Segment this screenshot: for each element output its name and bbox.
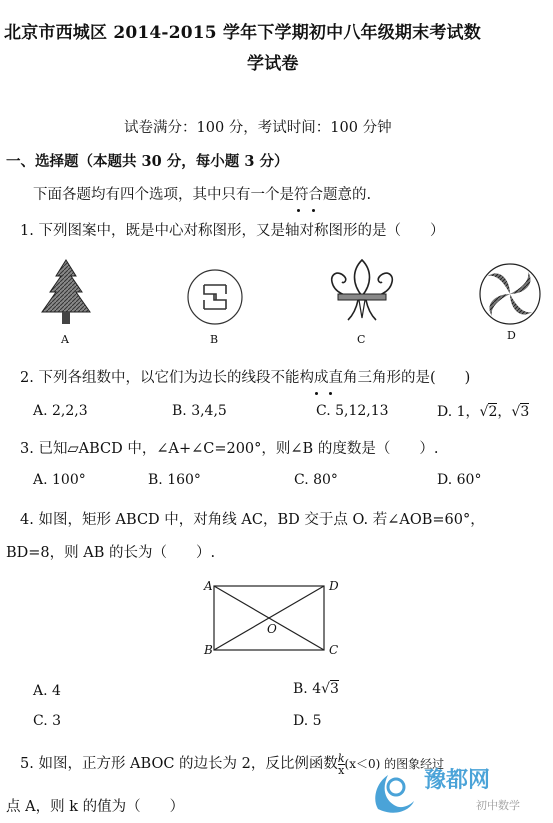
- vertex-label-d: D: [329, 579, 339, 593]
- center-label-o: O: [267, 622, 277, 636]
- function-fraction: [338, 753, 345, 776]
- radical-sign: √: [321, 681, 331, 697]
- section-intro: 下面各题均有四个选项，其中只有一个是符合题意的.: [33, 187, 372, 203]
- page-title-line2: 学试卷: [247, 54, 299, 74]
- question-3-option-a: A. 100°: [33, 472, 86, 488]
- option-d-prefix: D. 1，: [437, 404, 480, 420]
- option-b-radicand: 3: [330, 681, 339, 697]
- question-2-option-d: [437, 401, 529, 421]
- option-d-radicand-2: 3: [520, 404, 530, 420]
- page-title-line1: 北京市西城区 2014-2015 学年下学期初中八年级期末考试数: [4, 23, 481, 43]
- emphasis-dot: [315, 392, 318, 395]
- question-2-option-c: C. 5,12,13: [316, 403, 389, 419]
- question-2-option-b: B. 3,4,5: [172, 403, 227, 419]
- watermark-logo-icon: [370, 765, 418, 817]
- question-3-option-d: D. 60°: [437, 472, 482, 488]
- figure-c-fleur-de-lis: [322, 256, 402, 328]
- fraction-denominator: x: [338, 763, 345, 777]
- figure-d-label: D: [507, 329, 516, 342]
- question-1-stem: 1. 下列图案中，既是中心对称图形，又是轴对称图形的是（ ）: [20, 223, 445, 239]
- figure-b-circle-symbol: [186, 268, 244, 326]
- question-3-option-b: B. 160°: [148, 472, 201, 488]
- exam-info: 试卷满分：100 分，考试时间：100 分钟: [124, 120, 392, 136]
- figure-a-label: A: [61, 333, 69, 346]
- figure-b-label: B: [210, 333, 219, 346]
- question-4-stem-line2: BD=8，则 AB 的长为（ ）.: [6, 545, 216, 561]
- question-5-stem-line2: 点 A，则 k 的值为（ ）: [6, 799, 185, 815]
- watermark-small-text: 初中数学: [476, 799, 520, 812]
- vertex-label-a: A: [204, 579, 213, 593]
- watermark-brand: 豫都网: [424, 768, 491, 793]
- rectangle-figure: [200, 578, 350, 662]
- section-heading: 一、选择题（本题共 30 分，每小题 3 分）: [6, 153, 289, 170]
- vertex-label-c: C: [329, 643, 339, 657]
- fraction-numerator: k: [337, 751, 345, 765]
- emphasis-dot: [312, 209, 315, 212]
- figure-c-label: C: [357, 333, 366, 346]
- question-3-stem: 3. 已知▱ABCD 中，∠A+∠C=200°，则∠B 的度数是（ ）.: [20, 441, 439, 457]
- emphasis-dot: [297, 209, 300, 212]
- question-4-option-a: A. 4: [33, 683, 61, 699]
- question-5-text-b: (x＜0) 的图象经过: [344, 757, 445, 771]
- option-d-separator: ，: [497, 404, 512, 420]
- emphasis-dot: [329, 392, 332, 395]
- vertex-label-b: B: [204, 643, 213, 657]
- question-4-stem-line1: 4. 如图，矩形 ABCD 中，对角线 AC，BD 交于点 O. 若∠AOB=60°，: [20, 512, 485, 528]
- question-2-option-a: A. 2,2,3: [33, 403, 88, 419]
- question-4-option-c: C. 3: [33, 713, 62, 729]
- question-4-option-d: D. 5: [293, 713, 322, 729]
- figure-d-swirl-circle: [478, 262, 542, 326]
- radical-sign: √: [511, 404, 521, 420]
- radical-sign: √: [479, 404, 489, 420]
- option-d-radicand-1: 2: [488, 404, 498, 420]
- question-3-option-c: C. 80°: [294, 472, 338, 488]
- question-4-option-b: [293, 681, 339, 697]
- figure-a-tree: [36, 258, 96, 328]
- option-b-prefix: B. 4: [293, 681, 322, 697]
- question-2-stem: 2. 下列各组数中，以它们为边长的线段不能构成直角三角形的是( ): [20, 370, 471, 386]
- question-5-text-a: 5. 如图，正方形 ABOC 的边长为 2，反比例函数: [20, 756, 338, 772]
